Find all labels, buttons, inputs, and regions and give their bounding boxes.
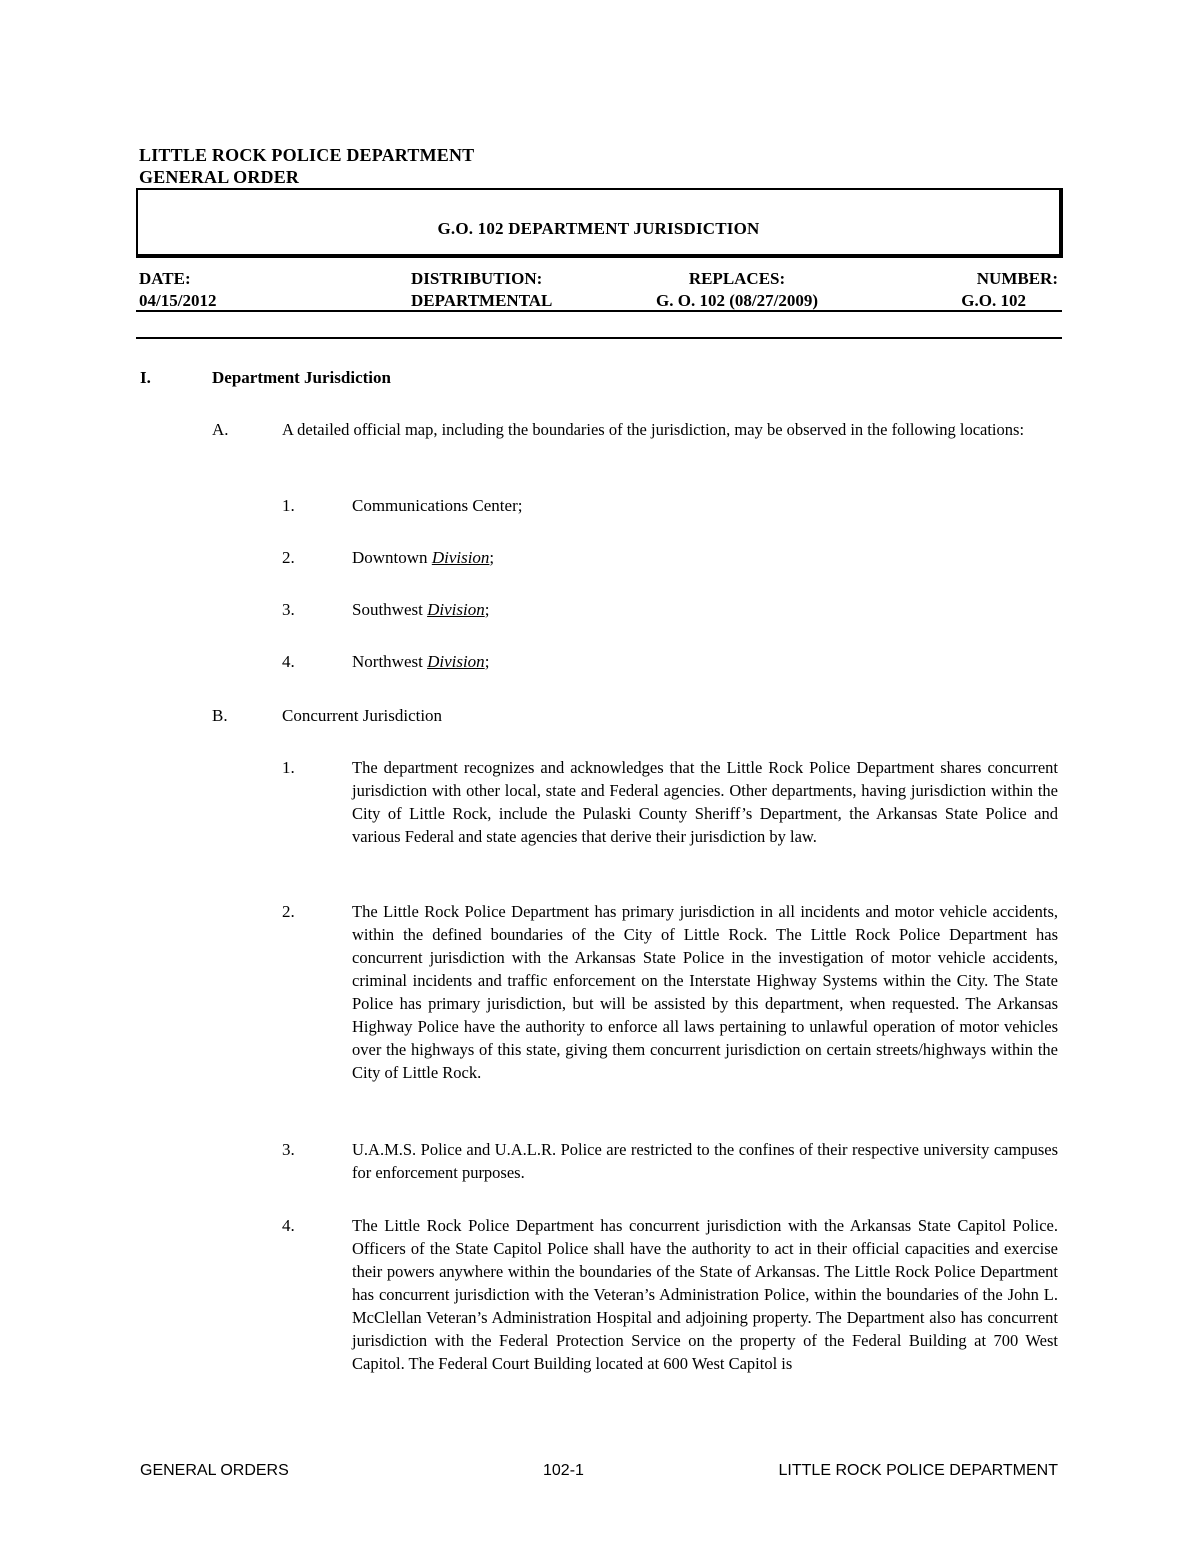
list-item: Northwest Division; — [352, 652, 490, 671]
distribution-value: DEPARTMENTAL — [411, 291, 553, 310]
meta-underline — [136, 310, 1062, 312]
order-title: G.O. 102 DEPARTMENT JURISDICTION — [437, 219, 760, 238]
date-label: DATE: — [139, 269, 191, 288]
department-name: LITTLE ROCK POLICE DEPARTMENT — [139, 145, 475, 165]
date-value: 04/15/2012 — [139, 291, 217, 310]
list-item-number: 1. — [282, 496, 295, 515]
division-link[interactable]: Division — [427, 652, 485, 671]
list-item-number: 3. — [282, 600, 295, 619]
division-link[interactable]: Division — [431, 548, 490, 567]
list-item-number: 4. — [282, 652, 295, 671]
section-number: I. — [140, 368, 151, 387]
footer-left: GENERAL ORDERS — [140, 1462, 289, 1479]
list-item-number: 1. — [282, 758, 295, 777]
subsection-a-label: A. — [212, 420, 229, 439]
footer-right: LITTLE ROCK POLICE DEPARTMENT — [778, 1462, 1058, 1479]
list-item: Downtown Division; — [352, 548, 495, 567]
list-item: Communications Center; — [352, 496, 523, 515]
list-item-number: 2. — [282, 548, 295, 567]
section-title: Department Jurisdiction — [212, 368, 391, 387]
division-link[interactable]: Division — [427, 600, 485, 619]
subsection-b-label: B. — [212, 706, 228, 725]
page-number: 102-1 — [543, 1462, 584, 1479]
list-item-number: 4. — [282, 1216, 295, 1235]
distribution-label: DISTRIBUTION: — [411, 269, 543, 288]
subsection-a-text: A detailed official map, including the boundaries of the jurisdiction, may be observed in the following locations: — [282, 420, 1025, 439]
list-item-number: 2. — [282, 902, 295, 921]
number-value: G.O. 102 — [961, 291, 1026, 310]
title-box — [136, 188, 1063, 258]
document-type: GENERAL ORDER — [139, 167, 300, 187]
subsection-b-title: Concurrent Jurisdiction — [282, 706, 443, 725]
list-item: Southwest Division; — [352, 600, 490, 619]
replaces-value: G. O. 102 (08/27/2009) — [656, 291, 818, 310]
section-divider — [136, 337, 1062, 339]
number-label: NUMBER: — [976, 269, 1058, 288]
list-item: U.A.M.S. Police and U.A.L.R. Police are restricted to the confines of their respective university campuses for enforcement purposes. — [352, 1140, 1058, 1182]
list-item: The Little Rock Police Department has primary jurisdiction in all incidents and motor vehicle accidents, within the defined boundaries of the City of Little Rock. The Little Rock Police Department has concurrent jurisdiction with the Arkansas State Police in the investigation of motor vehicle accidents, criminal incidents and traffic enforcement on the Interstate Highway Systems within the City. The State Police has primary jurisdiction, but will be assisted by this department, when requested. The Arkansas Highway Police have the authority to enforce all laws pertaining to unlawful operation of motor vehicles over the highways of this state, giving them concurrent jurisdiction on certain streets/highways within the City of Little Rock. — [352, 902, 1058, 1082]
list-item-number: 3. — [282, 1140, 295, 1159]
list-item: The Little Rock Police Department has concurrent jurisdiction with the Arkansas State Capitol Police. Officers of the State Capitol Police shall have the authority to act in their official capacities and exercise their powers anywhere within the boundaries of the State of Arkansas. The Little Rock Police Department has concurrent jurisdiction with the Veteran’s Administration Police, within the boundaries of the John L. McClellan Veteran’s Administration Hospital and adjoining property. The Department also has concurrent jurisdiction with the Federal Protection Service on the property of the Federal Building at 700 West Capitol. The Federal Court Building located at 600 West Capitol is — [352, 1216, 1058, 1373]
replaces-label: REPLACES: — [688, 269, 786, 288]
list-item: The department recognizes and acknowledges that the Little Rock Police Department shares concurrent jurisdiction with other local, state and Federal agencies. Other departments, having jurisdiction within the City of Little Rock, include the Pulaski County Sheriff’s Department, the Arkansas State Police and various Federal and state agencies that derive their jurisdiction by law. — [352, 758, 1058, 846]
